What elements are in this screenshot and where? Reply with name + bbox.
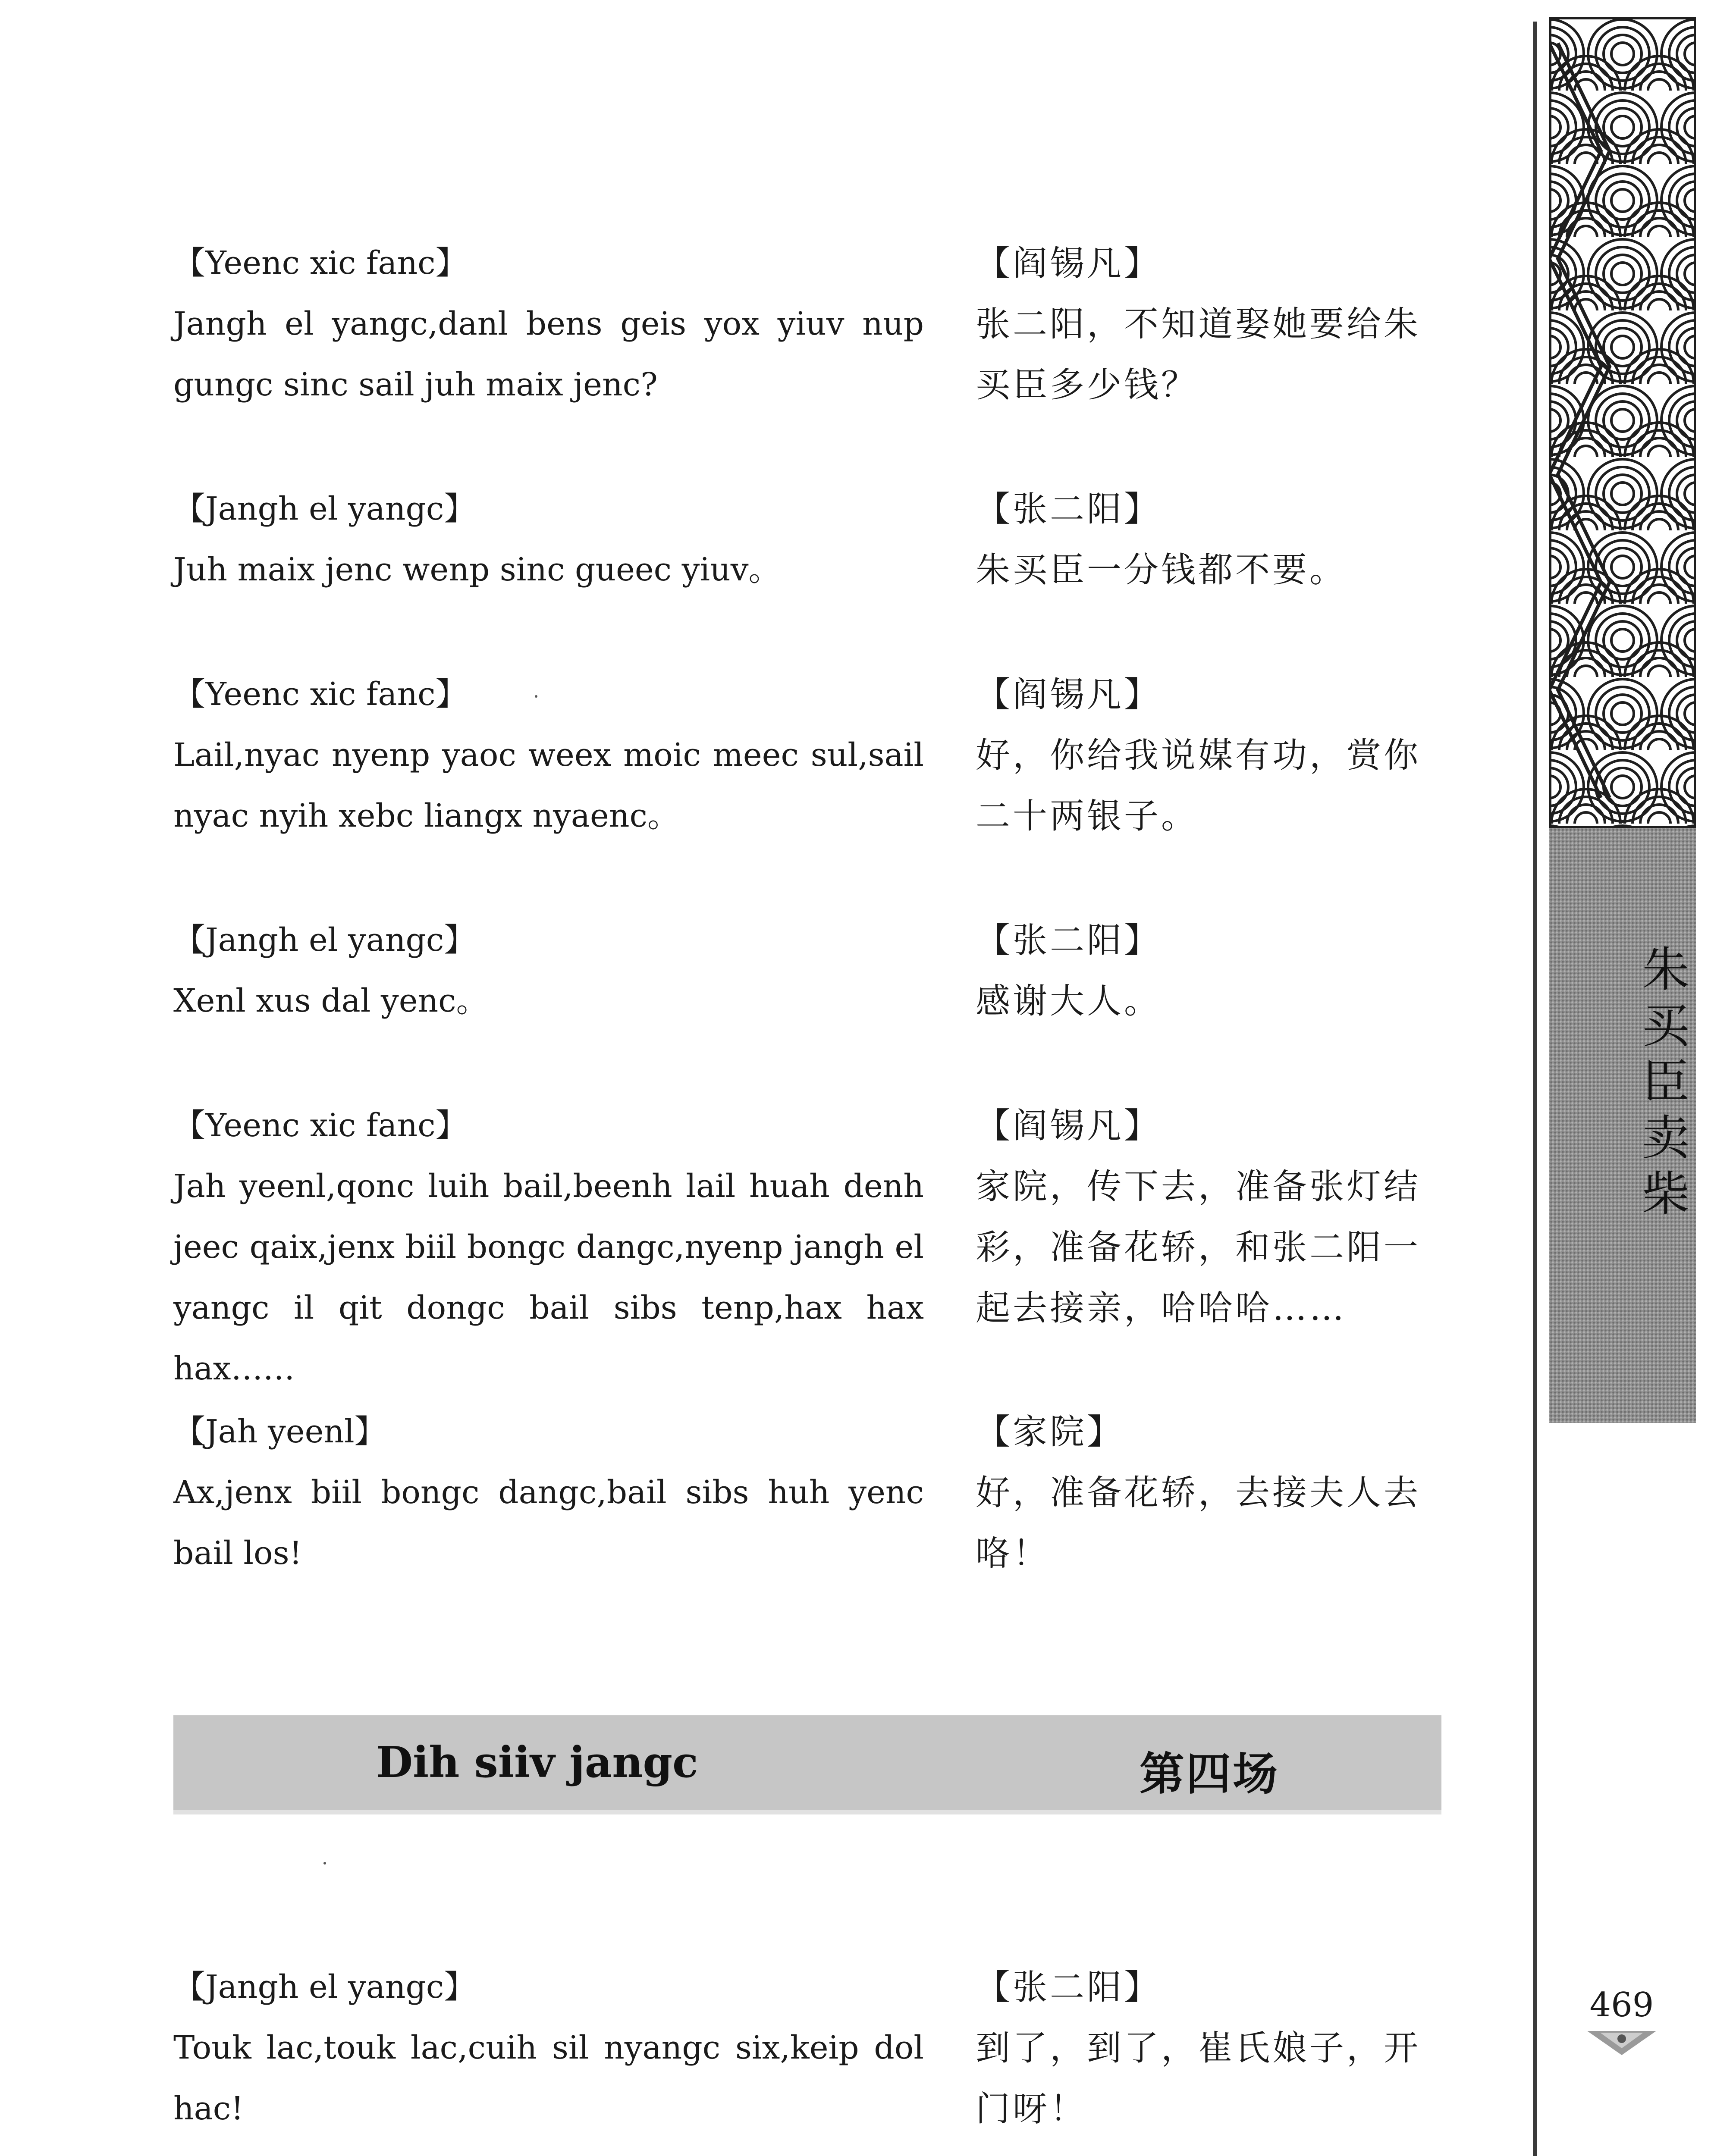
dialogue-3-zh [976, 664, 1441, 846]
dialogue-text: 感谢大人。 [976, 981, 1161, 1021]
speaker-label: 【Yeenc xic fanc】 [173, 244, 468, 282]
dialogue-text: 好，你给我说媒有功，赏你二十两银子。 [976, 735, 1421, 836]
dialogue-1-en [173, 233, 924, 415]
scene-title-en: Dih siiv jangc [376, 1738, 698, 1787]
cloud-pattern-ornament [1549, 17, 1696, 828]
page-number-ornament-icon [1587, 2027, 1656, 2059]
dialogue-text: 好，准备花轿，去接夫人去咯！ [976, 1473, 1421, 1573]
chapter-title: 朱买臣卖柴 [1634, 944, 1689, 1225]
speaker-label: 【家院】 [976, 1412, 1124, 1452]
speaker-label: 【张二阳】 [976, 489, 1161, 529]
dialogue-5-zh [976, 1095, 1441, 1338]
dialogue-4-en [173, 910, 924, 1031]
speaker-label: 【Jangh el yangc】 [173, 921, 476, 959]
speaker-label: 【张二阳】 [976, 1967, 1161, 2007]
dialogue-3-en [173, 664, 924, 846]
dialogue-text: 到了，到了，崔氏娘子，开门呀！ [976, 2028, 1421, 2129]
dialogue-text: 家院，传下去，准备张灯结彩，准备花轿，和张二阳一起去接亲，哈哈哈…… [976, 1166, 1421, 1328]
dialogue-6-zh [976, 1401, 1441, 1584]
dialogue-text: Touk lac,touk lac,cuih sil nyangc six,keip dol hac! [173, 2029, 924, 2127]
print-speck [323, 1862, 326, 1865]
speaker-label: 【Jangh el yangc】 [173, 490, 476, 527]
speaker-label: 【Jangh el yangc】 [173, 1968, 476, 2006]
chapter-side-tab [1549, 828, 1696, 1423]
speaker-label: 【Yeenc xic fanc】 [173, 1107, 468, 1144]
speaker-label: 【Jah yeenl】 [173, 1413, 386, 1450]
speaker-label: 【阎锡凡】 [976, 674, 1161, 714]
dialogue-2-en [173, 479, 924, 600]
speaker-label: 【张二阳】 [976, 920, 1161, 960]
dialogue-text: 张二阳，不知道娶她要给朱买臣多少钱？ [976, 304, 1421, 405]
scene-dialogue-1-en [173, 1957, 924, 2139]
dialogue-text: 朱买臣一分钱都不要。 [976, 550, 1347, 590]
scene-title-zh: 第四场 [1140, 1747, 1280, 1800]
speaker-label: 【阎锡凡】 [976, 243, 1161, 283]
dialogue-text: Ax,jenx biil bongc dangc,bail sibs huh yenc bail los! [173, 1474, 924, 1572]
page-number: 469 [1589, 1986, 1654, 2024]
speaker-label: 【阎锡凡】 [976, 1106, 1161, 1146]
scene-header [173, 1715, 1441, 1814]
dialogue-2-zh [976, 479, 1441, 600]
margin-rule [1533, 22, 1537, 2156]
dialogue-text: Xenl xus dal yenc。 [173, 982, 488, 1019]
dialogue-text: Jah yeenl,qonc luih bail,beenh lail huah denh jeec qaix,jenx biil bongc dangc,nyenp jangh el yangc il qit dongc bail sibs tenp,hax hax hax…… [173, 1168, 924, 1387]
scene-dialogue-1-zh [976, 1957, 1441, 2139]
dialogue-5-en [173, 1095, 924, 1399]
dialogue-text: Juh maix jenc wenp sinc gueec yiuv。 [173, 551, 781, 588]
dialogue-6-en [173, 1401, 924, 1584]
dialogue-1-zh [976, 233, 1441, 415]
print-speck [535, 695, 537, 698]
speaker-label: 【Yeenc xic fanc】 [173, 676, 468, 713]
dialogue-4-zh [976, 910, 1441, 1031]
dialogue-text: Jangh el yangc,danl bens geis yox yiuv nup gungc sinc sail juh maix jenc? [173, 305, 924, 403]
dialogue-text: Lail,nyac nyenp yaoc weex moic meec sul,sail nyac nyih xebc liangx nyaenc。 [173, 736, 924, 834]
